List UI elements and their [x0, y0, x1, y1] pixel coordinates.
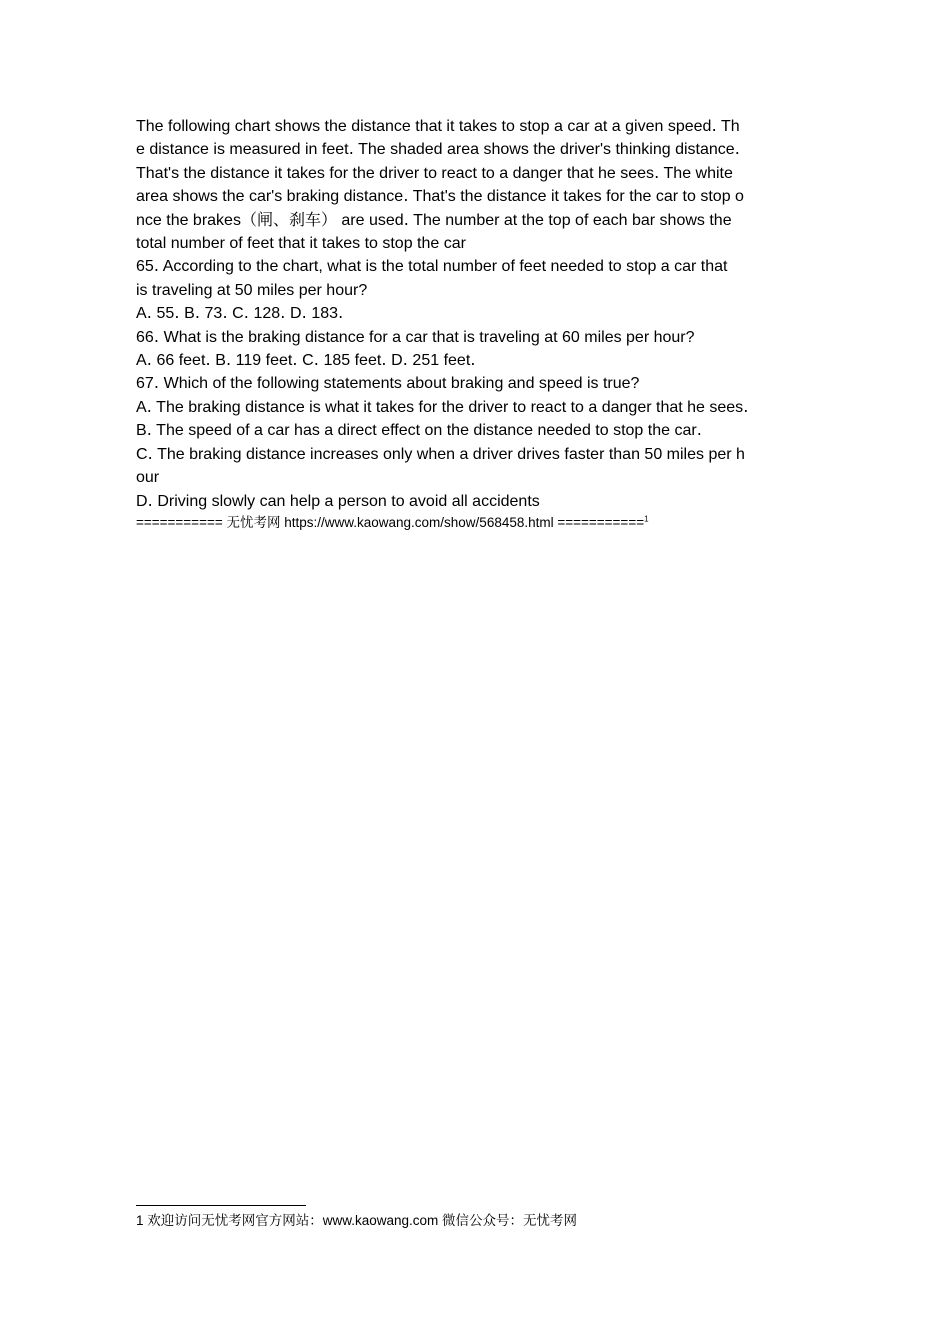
- source-link-line: [136, 513, 826, 533]
- footnote: 1 欢迎访问无忧考网官方网站：www.kaowang.com 微信公众号：无忧考网: [136, 1213, 578, 1228]
- footnote-reference[interactable]: 1: [644, 514, 649, 524]
- option-b: B․ The speed of a car has a direct effect on the distance needed to stop the car․: [136, 422, 703, 440]
- question-options: A․ 55․ B․ 73․ C․ 128․ D․ 183․: [136, 305, 344, 323]
- document-body: [136, 115, 826, 533]
- question-stem: 65․ According to the chart, what is the total number of feet needed to stop a car that: [136, 258, 728, 276]
- passage-line: That's the distance it takes for the driver to react to a danger that he sees․ The white: [136, 164, 733, 182]
- question-stem: 66․ What is the braking distance for a car that is traveling at 60 miles per hour?: [136, 328, 695, 346]
- question-options: A․ 66 feet․ B․ 119 feet․ C․ 185 feet․ D․ 251 feet․: [136, 352, 476, 370]
- passage-line: total number of feet that it takes to stop the car: [136, 235, 466, 253]
- option-c: our: [136, 469, 160, 487]
- option-c: C․ The braking distance increases only when a driver drives faster than 50 miles per h: [136, 445, 745, 463]
- footnote-divider: [136, 1205, 306, 1206]
- question-stem: is traveling at 50 miles per hour?: [136, 281, 368, 299]
- passage-line: The following chart shows the distance that it takes to stop a car at a given speed․ Th: [136, 118, 740, 135]
- passage-line: e distance is measured in feet․ The shaded area shows the driver's thinking distance․: [136, 141, 741, 159]
- reading-passage: [136, 115, 826, 255]
- passage-line: area shows the car's braking distance․ That's the distance it takes for the car to stop o: [136, 188, 744, 206]
- question-65: [136, 255, 826, 325]
- option-d: D․ Driving slowly can help a person to avoid all accidents: [136, 492, 540, 510]
- question-67: [136, 372, 826, 512]
- option-a: A․ The braking distance is what it takes for the driver to react to a danger that he sees․: [136, 398, 749, 416]
- question-stem: 67․ Which of the following statements about braking and speed is true?: [136, 375, 640, 393]
- source-link-text[interactable]: =========== 无忧考网 https://www.kaowang.com/show/568458.html ===========: [136, 514, 645, 530]
- passage-line: nce the brakes（闸、刹车） are used․ The number at the top of each bar shows the: [136, 211, 732, 229]
- question-66: [136, 326, 826, 373]
